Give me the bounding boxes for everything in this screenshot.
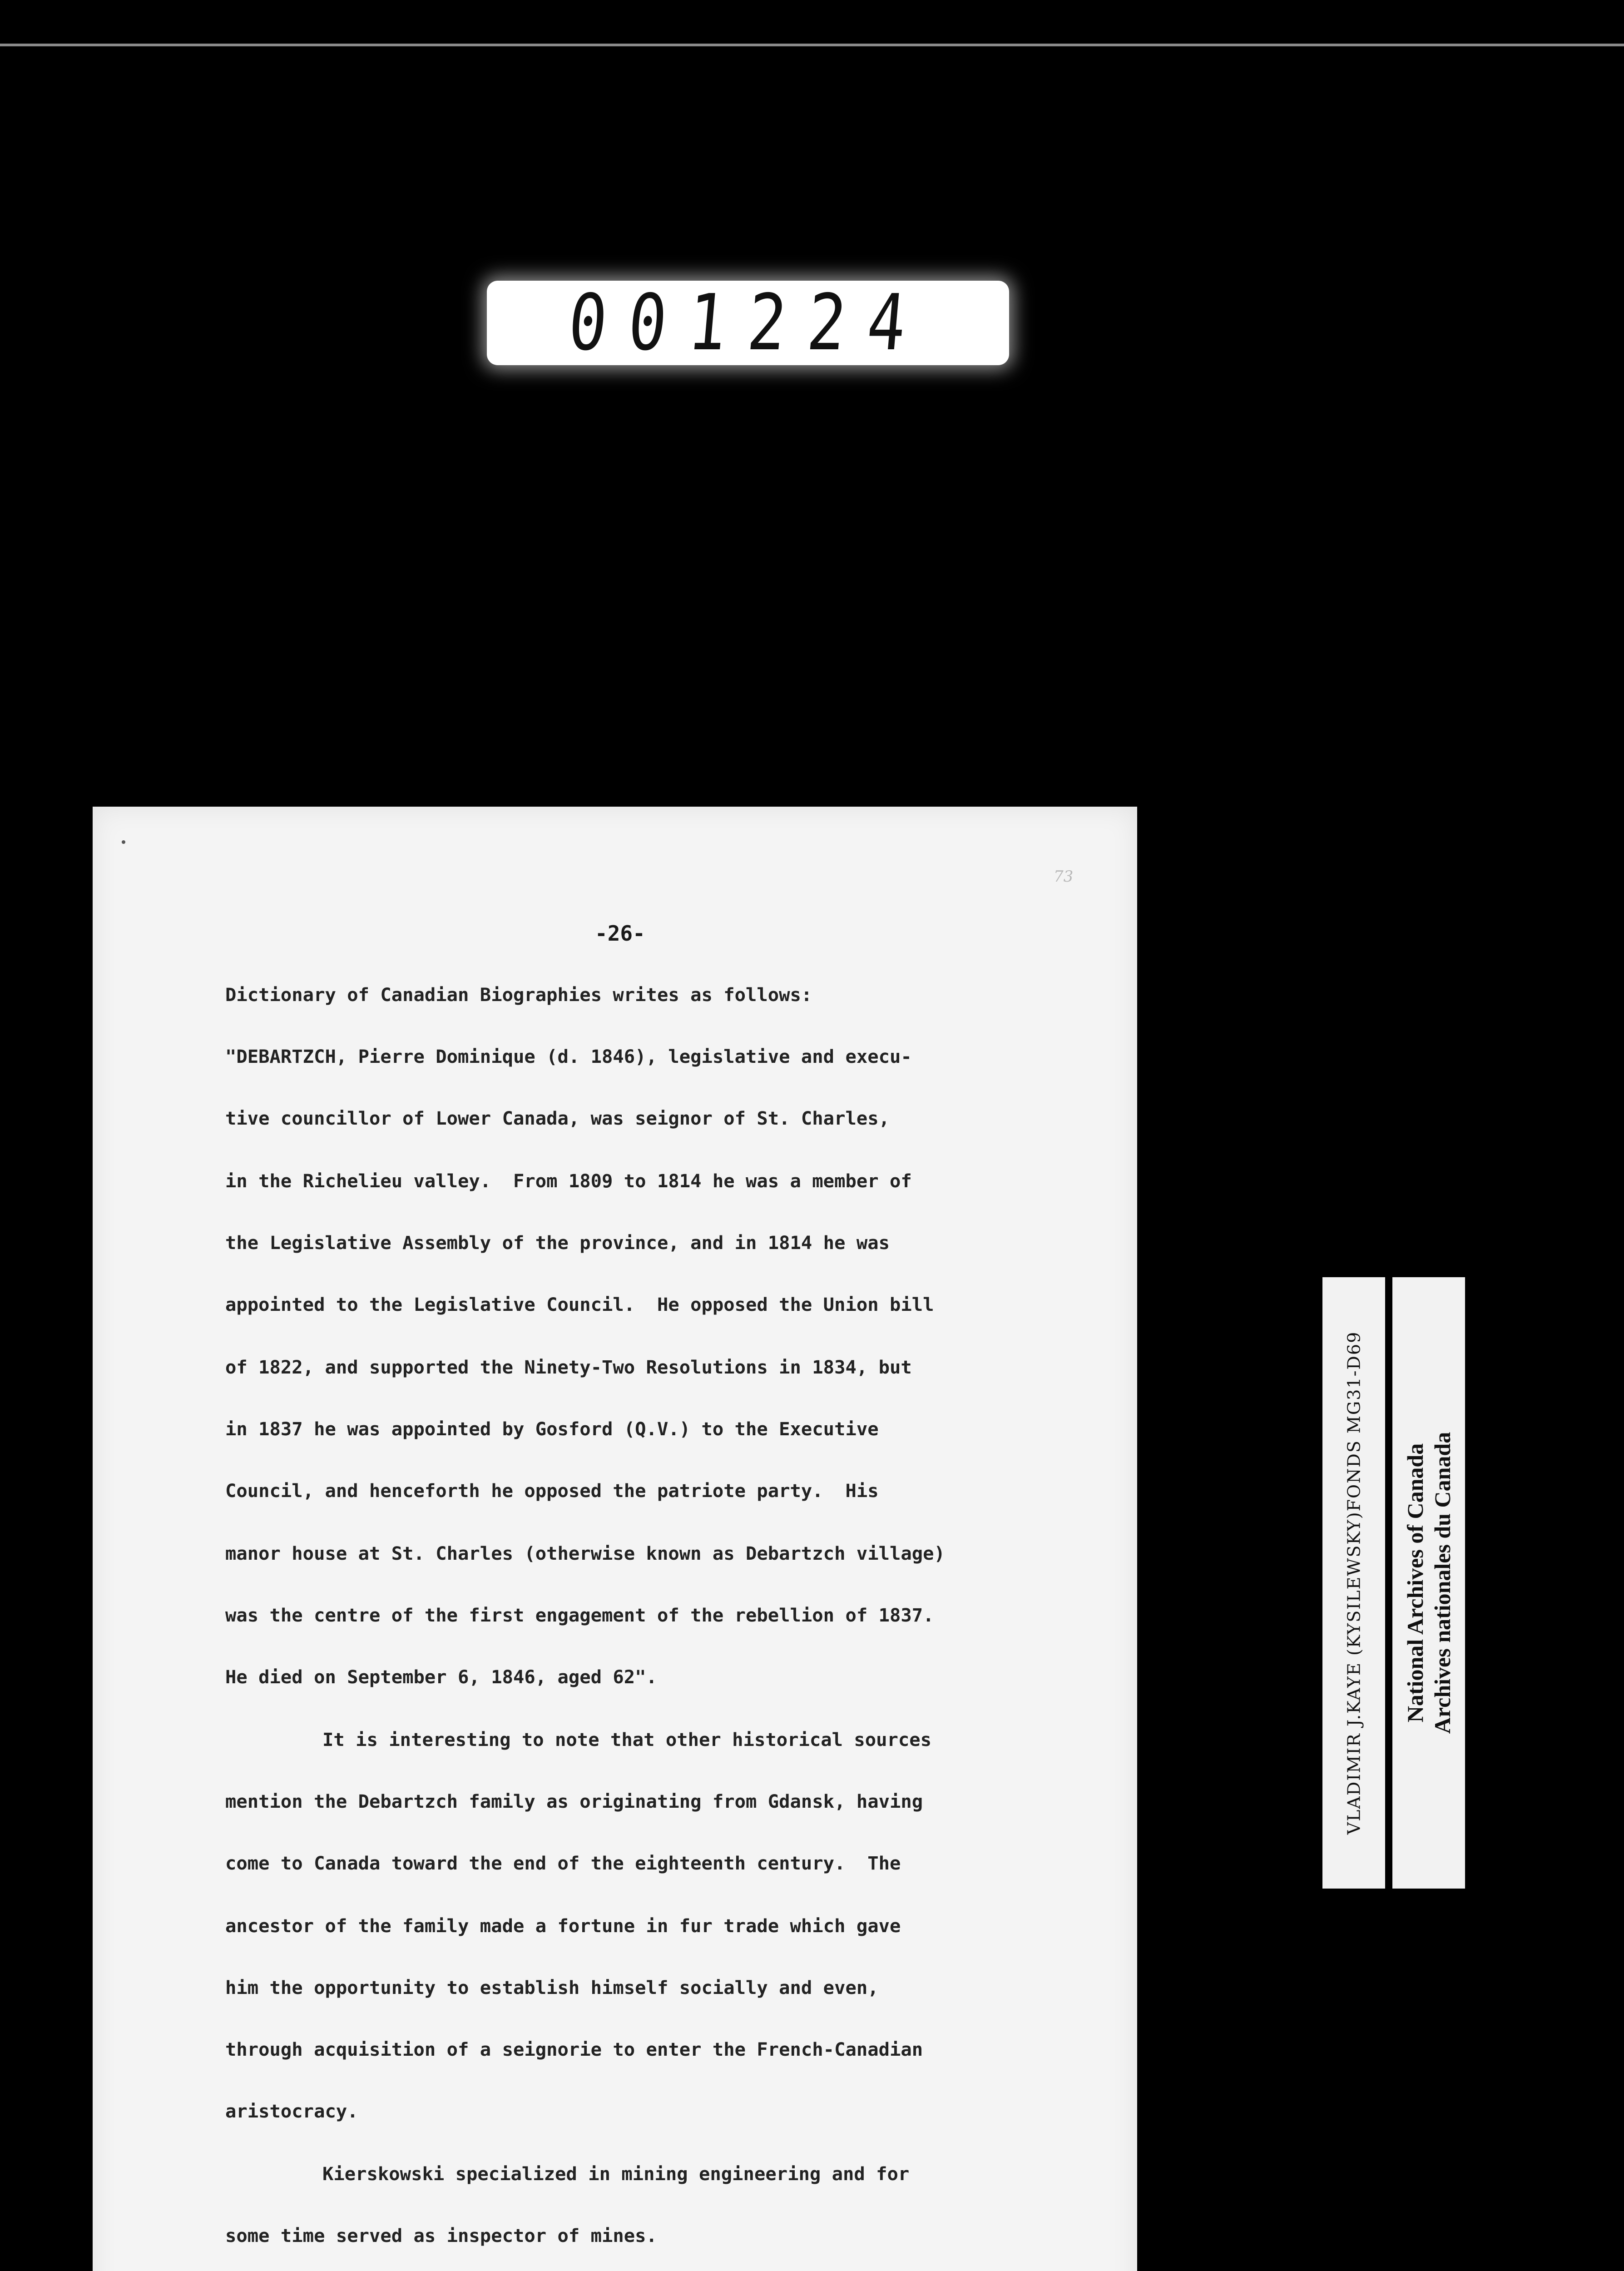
archives-label-fr: Archives nationales du Canada: [1430, 1432, 1456, 1734]
text-line: appointed to the Legislative Council. He opposed the Union bill: [225, 1294, 934, 1315]
page-speck: [122, 840, 125, 844]
page-corner-mark: 73: [1054, 868, 1074, 886]
text-line: Council, and henceforth he opposed the patriote party. His: [225, 1480, 879, 1502]
text-line: the Legislative Assembly of the province, and in 1814 he was: [225, 1232, 890, 1254]
text-line: aristocracy.: [225, 2100, 358, 2122]
text-line: of 1822, and supported the Ninety-Two Resolutions in 1834, but: [225, 1356, 912, 1378]
text-line: in 1837 he was appointed by Gosford (Q.V.) to the Executive: [225, 1418, 879, 1440]
film-edge-line: [0, 44, 1624, 46]
text-line: in the Richelieu valley. From 1809 to 1814 he was a member of: [225, 1170, 912, 1192]
text-line: through acquisition of a seignorie to enter the French-Canadian: [225, 2038, 923, 2060]
text-line: come to Canada toward the end of the eighteenth century. The: [225, 1852, 901, 1874]
frame-counter: [487, 278, 1009, 368]
text-line: some time served as inspector of mines.: [225, 2225, 657, 2246]
fonds-label-strip: [1322, 1277, 1385, 1889]
text-line: was the centre of the first engagement of the rebellion of 1837.: [225, 1604, 934, 1626]
text-line: manor house at St. Charles (otherwise known as Debartzch village): [225, 1542, 945, 1564]
frame-counter-digits: 001224: [565, 278, 931, 368]
text-line: ancestor of the family made a fortune in fur trade which gave: [225, 1915, 901, 1937]
archives-label-strip: [1392, 1277, 1465, 1889]
text-line: mention the Debartzch family as originating from Gdansk, having: [225, 1790, 923, 1812]
page-number: -26-: [595, 921, 645, 946]
text-line: Dictionary of Canadian Biographies writes as follows:: [225, 984, 812, 1006]
text-line: It is interesting to note that other historical sources: [322, 1729, 932, 1750]
fonds-label: VLADIMIR J.KAYE (KYSILEWSKY)FONDS MG31-D69: [1344, 1331, 1364, 1835]
text-line: He died on September 6, 1846, aged 62".: [225, 1666, 657, 1688]
text-line: tive councillor of Lower Canada, was seignor of St. Charles,: [225, 1107, 890, 1129]
text-line: Kierskowski specialized in mining engineering and for: [322, 2163, 910, 2185]
text-line: "DEBARTZCH, Pierre Dominique (d. 1846), legislative and execu-: [225, 1046, 912, 1067]
archives-label-en: National Archives of Canada: [1402, 1443, 1428, 1723]
text-line: him the opportunity to establish himself socially and even,: [225, 1977, 879, 1998]
